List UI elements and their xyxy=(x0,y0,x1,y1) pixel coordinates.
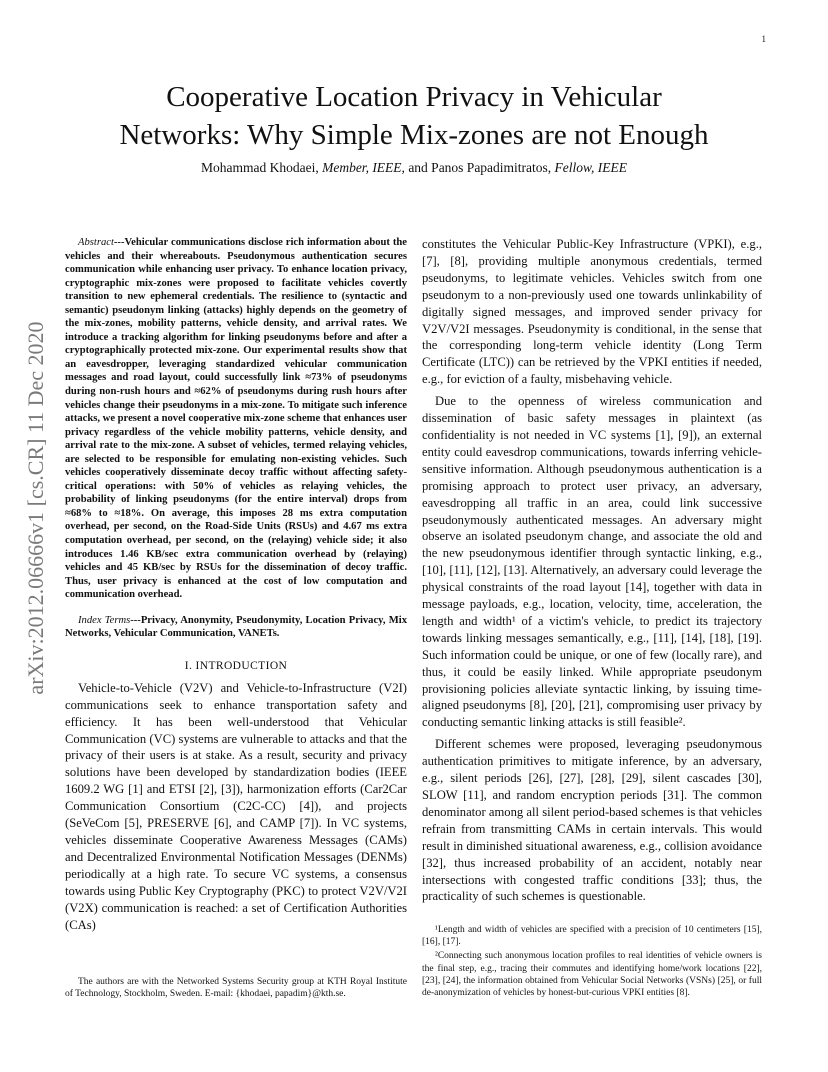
author-affiliation-footnote: The authors are with the Networked Systems Security group at KTH Royal Institute of Technology, Stockholm, Sweden. E-mail: {khodaei, papadim}@kth.se. xyxy=(65,977,407,1000)
author-1-name: Mohammad Khodaei, xyxy=(200,160,319,175)
intro-paragraph-3: Different schemes were proposed, leveraging pseudonymous authentication primitives to mitigate inference, by an adversary, e.g., silent periods [26], [27], [28], [29], silent cascades [30], SLOW [11], and random encryption periods [31]. The common denominator among all silent period-based schemes is that vehicles refrain from transmitting CAMs in certain intervals. This would result in diminished situational awareness, e.g., collision avoidance [32], thus increased probability of an accident, notably near intersections with congested traffic conditions [33]; thus, the practicality of such schemes is questionable. xyxy=(422,737,762,904)
arxiv-stamp[interactable]: arXiv:2012.06666v1 [cs.CR] 11 Dec 2020 xyxy=(23,321,48,695)
author-1-grade: Member, IEEE, xyxy=(322,160,405,175)
footnote-1: ¹Length and width of vehicles are specified with a precision of 10 centimeters [15], [16], [17]. xyxy=(422,925,762,948)
paper-title xyxy=(0,78,828,154)
index-terms-text: ---Privacy, Anonymity, Pseudonymity, Location Privacy, Mix Networks, Vehicular Communication, VANETs. xyxy=(65,614,407,640)
footnotes xyxy=(422,924,762,999)
page-number: 1 xyxy=(761,34,766,44)
footnote-2: ²Connecting such anonymous location profiles to real identities of vehicle owners is the final step, e.g., tracing their commutes and identifying home/work locations [22], [23], [24], the information obtained from Vehicular Social Networks (VSNs) [25], or full de-anonymization of vehicles by honest-but-curious VPKI entities [8]. xyxy=(422,951,762,999)
intro-paragraph-1-cont: constitutes the Vehicular Public-Key Infrastructure (VPKI), e.g., [7], [8], providing multiple anonymous credentials, termed pseudonyms, to legitimate vehicles. Vehicles switch from one pseudonym to a non-previously used one towards unlinkability of digitally signed messages, and improved sender privacy for V2V/V2I messages. Pseudonymity is conditional, in the sense that the corresponding long-term vehicle identity (Long Term Certificate (LTC)) can be retrieved by the VPKI entities if needed, e.g., for eviction of a faulty, misbehaving vehicle. xyxy=(422,237,762,387)
right-column xyxy=(422,236,762,905)
intro-paragraph-1: Vehicle-to-Vehicle (V2V) and Vehicle-to-Infrastructure (V2I) communications seek to enhance transportation safety and efficiency. It has been well-understood that Vehicular Communication (VC) systems are vulnerable to attacks and that the privacy of their users is at stake. As a result, security and privacy solutions have been developed by standardization bodies (IEEE 1609.2 WG [1] and ETSI [2], [3]), harmonization efforts (Car2Car Communication Consortium (C2C-CC) [4]), and projects (SeVeCom [5], PRESERVE [6], and CAMP [7]). In VC systems, vehicles disseminate Cooperative Awareness Messages (CAMs) and Decentralized Environmental Notification Messages (DENMs) periodically at a high rate. To secure VC systems, a consensus towards using Public Key Cryptography (PKC) to protect V2V/V2I (V2X) communication is reached: a set of Certification Authorities (CAs) xyxy=(65,680,407,932)
abstract xyxy=(65,236,407,602)
abstract-lead: Abstract xyxy=(78,237,114,248)
index-terms-lead: Index Terms xyxy=(78,614,131,626)
section-heading-introduction: I. INTRODUCTION xyxy=(184,659,288,672)
abstract-text: ---Vehicular communications disclose rich information about the vehicles and their whereabouts. Pseudonymous authentication secures communication while enhancing user privacy. To enhance location privacy, cryptographic mix-zones were proposed to facilitate vehicles covertly transition to new ephemeral credentials. The resilience to (syntactic and semantic) pseudonym linking (attacks) highly depends on the geometry of the mix-zones, mobility patterns, vehicle density, and arrival rates. We introduce a tracking algorithm for linking pseudonyms before and after a cryptographically protected mix-zone. Our experimental results show that an eavesdropper, leveraging standardized vehicular communication messages and road layout, could successfully link ≈73% of pseudonyms during non-rush hours and ≈62% of pseudonyms during rush hours after vehicles change their pseudonyms in a mix-zone. To mitigate such inference attacks, we present a novel cooperative mix-zone scheme that enhances user privacy regardless of the vehicle mobility patterns, vehicle density, and arrival rate to the mix-zone. A subset of vehicles, termed relaying vehicles, are selected to be responsible for emulating non-existing vehicles. Such vehicles cooperatively disseminate decoy traffic without affecting safety-critical operations: with 50% of vehicles as relaying vehicles, the probability of linking pseudonyms (for the entire interval) drops from ≈68% to ≈18%. On average, this imposes 28 ms extra computation overhead, per second, on the Road-Side Units (RSUs) and 4.67 ms extra computation overhead, per second, on the (relaying) vehicle side; it also introduces 1.46 KB/sec extra communication overhead by (relaying) vehicles and 45 KB/sec by RSUs for the dissemination of decoy traffic. Thus, user privacy is enhanced at the cost of low computation and communication overhead. xyxy=(65,237,407,601)
author-2-grade: Fellow, IEEE xyxy=(554,160,628,175)
author-line xyxy=(0,160,828,176)
author-connector: and Panos Papadimitratos, xyxy=(408,160,552,175)
index-terms xyxy=(65,614,407,641)
title-line-2: Networks: Why Simple Mix-zones are not Enough xyxy=(119,119,709,151)
left-column xyxy=(65,236,407,933)
intro-paragraph-2: Due to the openness of wireless communication and dissemination of basic safety messages in plaintext (as confidentiality is not needed in VC systems [1], [9]), an external entity could eavesdrop communications, towards inferring vehicle-sensitive information. Although pseudonymous authentication is a promising approach to protect user privacy, an adversary, eavesdropping all traffic in an area, could link successive pseudonymously authenticated messages. An adversary might observe an isolated pseudonym change, and associate the old and the new pseudonymous identifier through syntactic linking, e.g., [10], [11], [12], [13]. Alternatively, an adversary could leverage the physical constraints of the road layout [14], together with data in message payloads, e.g., location, velocity, time, acceleration, the length and width¹ of a victim's vehicle, to predict its trajectory towards linking messages semantically, e.g., [11], [14], [18], [19]. Such information could be unique, or one of few (locally rare), and thus, it could be easily linked. While appropriate pseudonym provisioning policies alleviate syntactic linking, by issuing time-aligned pseudonyms [8], [20], [21], compromising user privacy by conducting semantic linking attacks is still feasible². xyxy=(422,394,762,730)
title-line-1: Cooperative Location Privacy in Vehicular xyxy=(166,81,662,113)
